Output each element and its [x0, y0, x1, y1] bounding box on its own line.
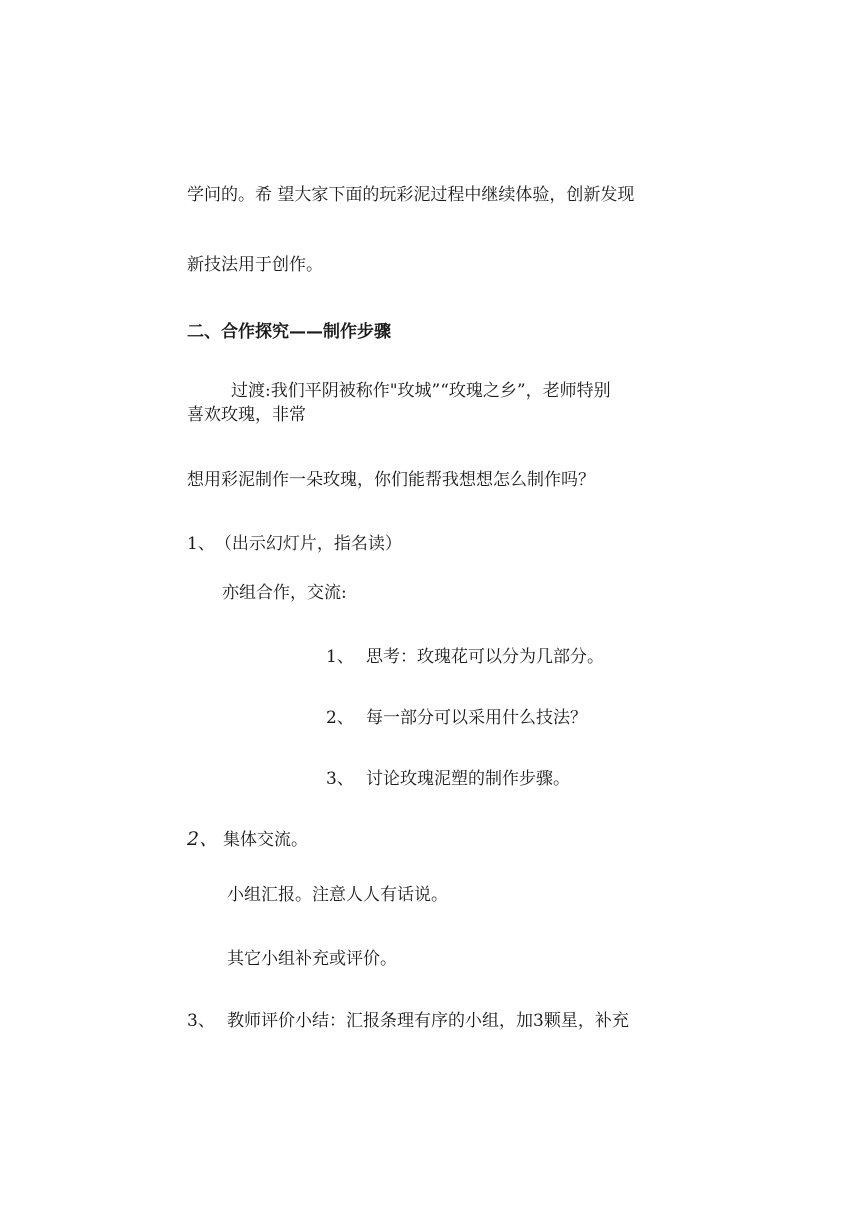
step-1-sub: 亦组合作，交流: — [222, 583, 347, 603]
list-item-number: 3、 — [326, 769, 354, 789]
list-item — [326, 708, 587, 728]
step-2-sub: 小组汇报。注意人人有话说。 — [227, 885, 448, 905]
step-text: （出示幻灯片，指名读） — [214, 534, 402, 554]
step-text: 教师评价小结：汇报条理有序的小组，加3颗星，补充 — [227, 1011, 629, 1031]
step-number: 1、 — [187, 534, 215, 554]
paragraph-line: 新技法用于创作。 — [187, 255, 323, 275]
list-item — [326, 647, 604, 667]
step-1 — [187, 534, 402, 554]
list-item-number: 1、 — [326, 647, 354, 667]
paragraph-line: 想用彩泥制作一朵玫瑰，你们能帮我想想怎么制作吗？ — [187, 470, 595, 490]
step-text: 集体交流。 — [223, 830, 308, 850]
step-2 — [187, 829, 308, 850]
step-3 — [187, 1011, 629, 1031]
list-item-text: 讨论玫瑰泥塑的制作步骤。 — [366, 769, 570, 789]
step-number: 2、 — [187, 828, 219, 850]
list-item — [326, 769, 570, 789]
step-number: 3、 — [187, 1011, 215, 1031]
transition-line: 过渡:我们平阴被称作"玫城”“玫瑰之乡”，老师特别 — [231, 381, 611, 401]
transition-line: 喜欢玫瑰，非常 — [187, 405, 306, 425]
paragraph-line: 学问的。希 望大家下面的玩彩泥过程中继续体验，创新发现 — [187, 185, 635, 205]
section-heading: 二、合作探究——制作步骤 — [187, 322, 391, 342]
list-item-text: 思考：玫瑰花可以分为几部分。 — [366, 647, 604, 667]
list-item-text: 每一部分可以采用什么技法？ — [366, 708, 587, 728]
list-item-number: 2、 — [326, 708, 354, 728]
step-2-sub: 其它小组补充或评价。 — [227, 949, 397, 969]
